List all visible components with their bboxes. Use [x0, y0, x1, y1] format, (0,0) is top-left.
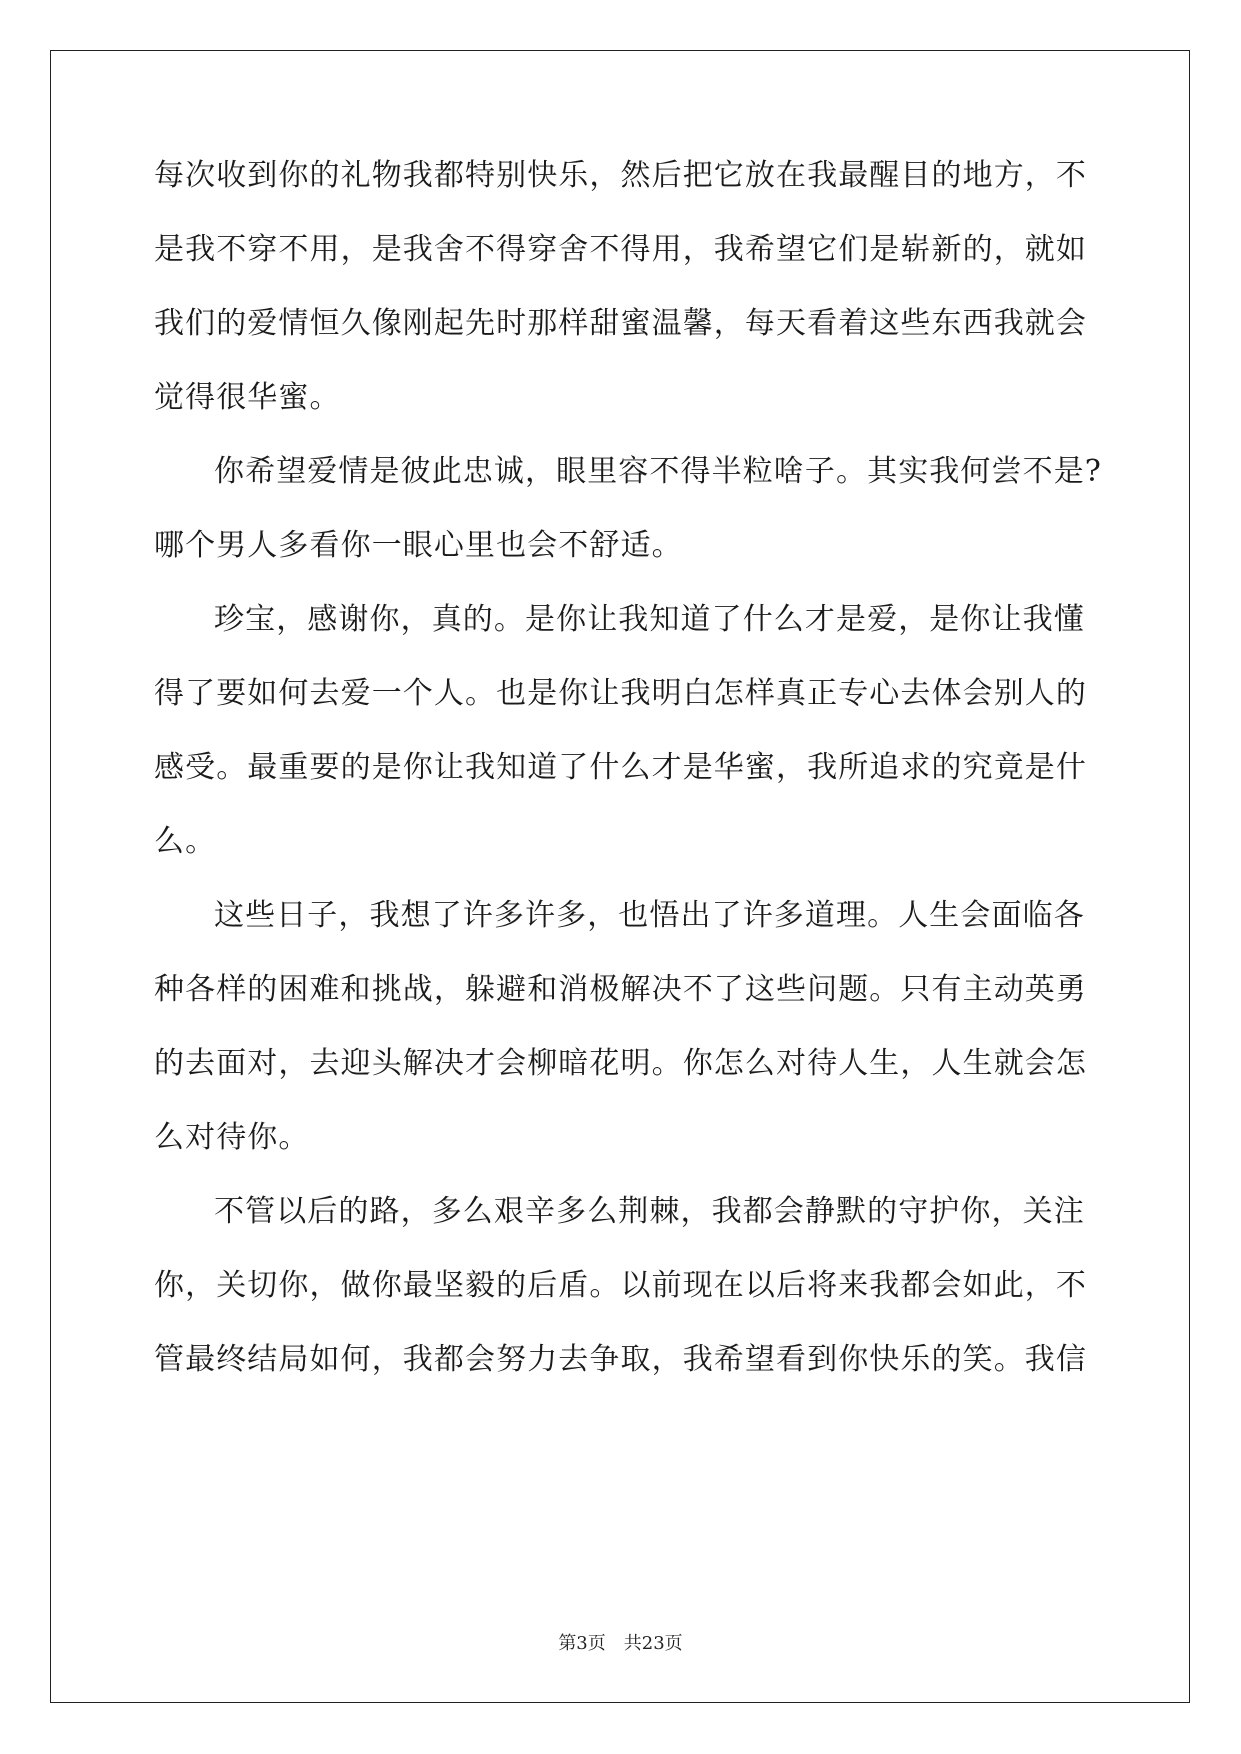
page-number: 第3页	[558, 1633, 606, 1654]
text-line: 感受。最重要的是你让我知道了什么才是华蜜，我所追求的究竟是什	[154, 750, 1087, 785]
page-border	[50, 50, 1190, 1703]
text-line: 哪个男人多看你一眼心里也会不舒适。	[154, 528, 683, 563]
text-line: 的去面对，去迎头解决才会柳暗花明。你怎么对待人生，人生就会怎	[154, 1046, 1087, 1081]
text-line: 么。	[154, 824, 217, 859]
text-line: 觉得很华蜜。	[154, 380, 341, 415]
paragraph-first-line: 这些日子，我想了许多许多，也悟出了许多道理。人生会面临各	[214, 898, 1085, 933]
paragraph-first-line: 不管以后的路，多么艰辛多么荆棘，我都会静默的守护你，关注	[214, 1194, 1085, 1229]
text-line: 我们的爱情恒久像刚起先时那样甜蜜温馨，每天看着这些东西我就会	[154, 306, 1087, 341]
page-total: 共23页	[623, 1633, 683, 1654]
text-line: 么对待你。	[154, 1120, 310, 1155]
page-footer	[0, 1632, 1241, 1656]
paragraph-first-line: 珍宝，感谢你，真的。是你让我知道了什么才是爱，是你让我懂	[214, 602, 1085, 637]
text-line: 种各样的困难和挑战，躲避和消极解决不了这些问题。只有主动英勇	[154, 972, 1087, 1007]
paragraph-first-line: 你希望爱情是彼此忠诚，眼里容不得半粒啥子。其实我何尝不是?	[214, 454, 1102, 489]
text-line: 管最终结局如何，我都会努力去争取，我希望看到你快乐的笑。我信	[154, 1342, 1087, 1377]
text-line: 你，关切你，做你最坚毅的后盾。以前现在以后将来我都会如此，不	[154, 1268, 1087, 1303]
text-line: 是我不穿不用，是我舍不得穿舍不得用，我希望它们是崭新的，就如	[154, 232, 1087, 267]
text-line: 得了要如何去爱一个人。也是你让我明白怎样真正专心去体会别人的	[154, 676, 1087, 711]
text-line: 每次收到你的礼物我都特别快乐，然后把它放在我最醒目的地方，不	[154, 158, 1087, 193]
